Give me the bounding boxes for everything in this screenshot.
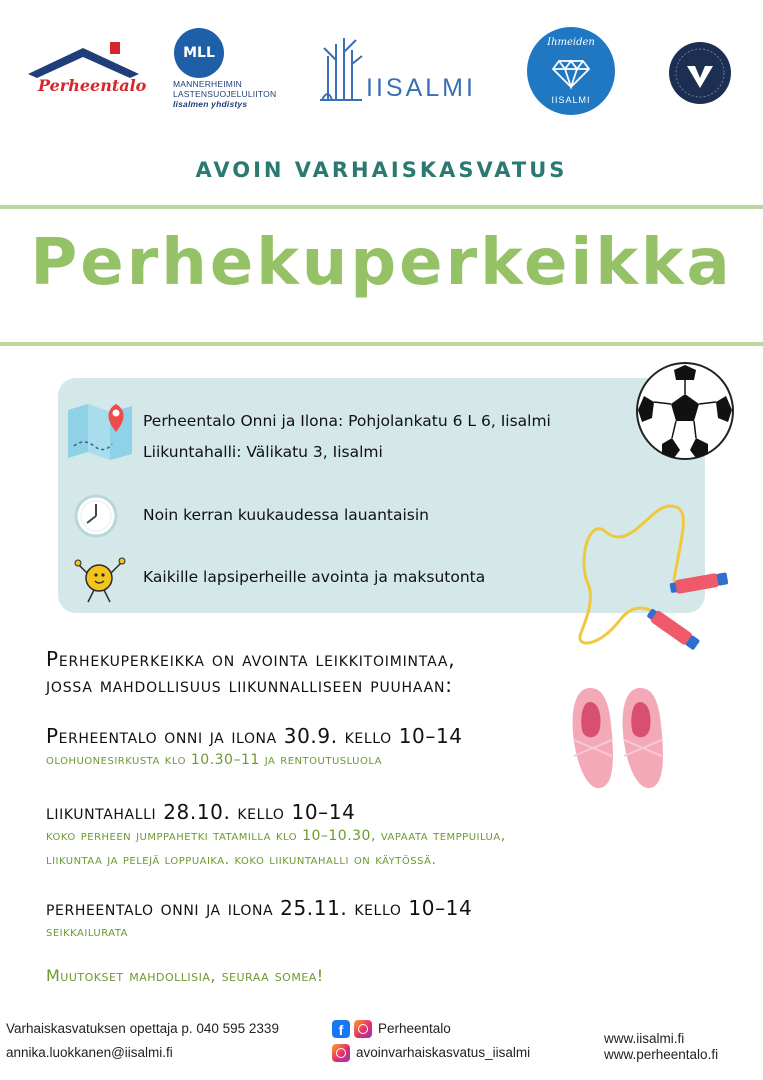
event-1-detail-1: olohuonesirkusta klo 10.30–11 ja rentoutusluola xyxy=(46,752,383,768)
event-title-1: Perheentalo onni ja ilona 30.9. kello 10–14 xyxy=(46,724,463,748)
diamond-icon xyxy=(551,51,591,91)
changes-note: Muutokset mahdollisia, seuraa somea! xyxy=(46,966,324,985)
location-line-2: Liikuntahalli: Välikatu 3, Iisalmi xyxy=(143,443,383,461)
divider-top xyxy=(0,205,763,209)
jump-rope-icon xyxy=(570,502,738,654)
kicker-heading: AVOIN VARHAISKASVATUS xyxy=(195,158,568,182)
event-details-1 xyxy=(46,748,382,772)
house-roof-icon xyxy=(26,40,141,80)
social-instagram-handle[interactable]: avoinvarhaiskasvatus_iisalmi xyxy=(356,1045,531,1060)
event-details-3 xyxy=(46,920,128,944)
map-pin-icon xyxy=(66,400,134,462)
perheentalo-logo xyxy=(26,40,147,100)
partner-emblem-logo xyxy=(669,42,731,104)
contact-email[interactable]: annika.luokkanen@iisalmi.fi xyxy=(6,1045,173,1060)
contact-phone: Varhaiskasvatuksen opettaja p. 040 595 2339 xyxy=(6,1021,279,1036)
event-title-2: liikuntahalli 28.10. kello 10–14 xyxy=(46,800,356,824)
clock-icon xyxy=(74,494,118,538)
event-3-detail-1: seikkailurata xyxy=(46,924,129,940)
social-perheentalo[interactable]: Perheentalo xyxy=(378,1021,451,1036)
cheering-character-icon xyxy=(70,554,130,604)
mll-badge: MLL xyxy=(174,28,224,78)
website-perheentalo[interactable]: www.perheentalo.fi xyxy=(604,1047,719,1062)
mll-line-2: LASTENSUOJELULIITON xyxy=(173,89,277,99)
iisalmi-logo xyxy=(318,34,488,104)
page-title: Perhekuperkeikka xyxy=(30,226,733,300)
intro-text xyxy=(46,646,455,698)
ballet-shoes-icon xyxy=(568,684,664,794)
audience-line: Kaikille lapsiperheille avointa ja maksutonta xyxy=(143,568,486,586)
iisalmi-logo-text: IISALMI xyxy=(366,74,476,102)
event-details-2 xyxy=(46,824,506,872)
facebook-icon[interactable]: f xyxy=(332,1020,350,1038)
instagram-icon[interactable] xyxy=(354,1020,372,1038)
schedule-line: Noin kerran kuukaudessa lauantaisin xyxy=(143,506,429,524)
mll-line-3: Iisalmen yhdistys xyxy=(173,99,248,109)
event-title-3: perheentalo onni ja ilona 25.11. kello 10–14 xyxy=(46,896,473,920)
ihmeiden-logo-top: Ihmeiden xyxy=(547,37,595,48)
iisalmi-tree-icon xyxy=(318,34,366,104)
mll-line-1: MANNERHEIMIN xyxy=(173,79,242,89)
intro-line-1: Perhekuperkeikka on avointa leikkitoimintaa, xyxy=(46,647,456,671)
event-2-detail-1: koko perheen jumppahetki tatamilla klo 10–10.30, vapaata temppuilua, xyxy=(46,828,506,844)
mll-logo-text xyxy=(173,79,276,109)
instagram-icon[interactable] xyxy=(332,1044,350,1062)
website-iisalmi[interactable]: www.iisalmi.fi xyxy=(604,1031,685,1046)
intro-line-2: jossa mahdollisuus liikunnalliseen puuhaan: xyxy=(46,673,453,697)
perheentalo-logo-text: Perheentalo xyxy=(38,76,147,95)
soccer-ball-icon xyxy=(634,360,736,462)
mll-logo xyxy=(172,28,282,110)
ihmeiden-logo-bottom: IISALMI xyxy=(551,95,591,105)
ihmeiden-iisalmi-logo xyxy=(527,27,615,115)
event-2-detail-2: liikuntaa ja pelejä loppuaika. koko liikuntahalli on käytössä. xyxy=(46,852,437,868)
location-line-1: Perheentalo Onni ja Ilona: Pohjolankatu 6 L 6, Iisalmi xyxy=(143,412,551,430)
heart-hand-icon xyxy=(669,42,731,104)
divider-bottom xyxy=(0,342,763,346)
